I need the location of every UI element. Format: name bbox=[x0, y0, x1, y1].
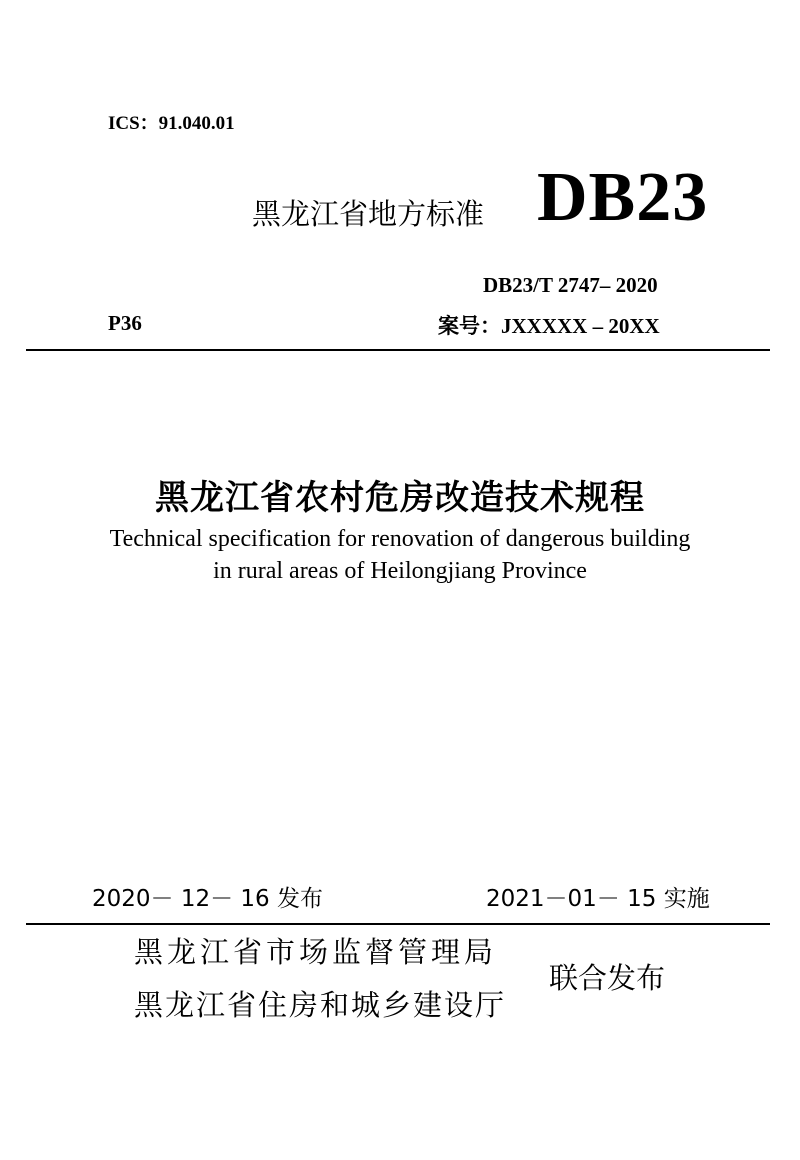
record-number: 案号：JXXXXX – 20XX bbox=[438, 314, 660, 338]
db-mark: DB23 bbox=[537, 159, 709, 236]
local-standard-label: 黑龙江省地方标准 bbox=[252, 197, 485, 231]
document-title-chinese: 黑龙江省农村危房改造技术规程 bbox=[155, 478, 645, 518]
top-divider bbox=[26, 349, 770, 351]
issuer-market-supervision: 黑龙江省市场监督管理局 bbox=[134, 935, 498, 969]
issuer-housing-construction: 黑龙江省住房和城乡建设厅 bbox=[134, 988, 507, 1022]
ics-code: ICS：91.040.01 bbox=[108, 113, 235, 134]
standard-number: DB23/T 2747– 2020 bbox=[483, 273, 658, 297]
joint-issue-label: 联合发布 bbox=[549, 961, 666, 995]
bottom-divider bbox=[26, 923, 770, 925]
document-title-english-line2: in rural areas of Heilongjiang Province bbox=[213, 558, 587, 584]
issue-date: 2020－ 12－ 16 发布 bbox=[92, 886, 323, 912]
implementation-date: 2021－01－ 15 实施 bbox=[486, 886, 710, 912]
classification-code: P36 bbox=[108, 311, 142, 335]
document-title-english-line1: Technical specification for renovation of dangerous building bbox=[109, 526, 691, 552]
